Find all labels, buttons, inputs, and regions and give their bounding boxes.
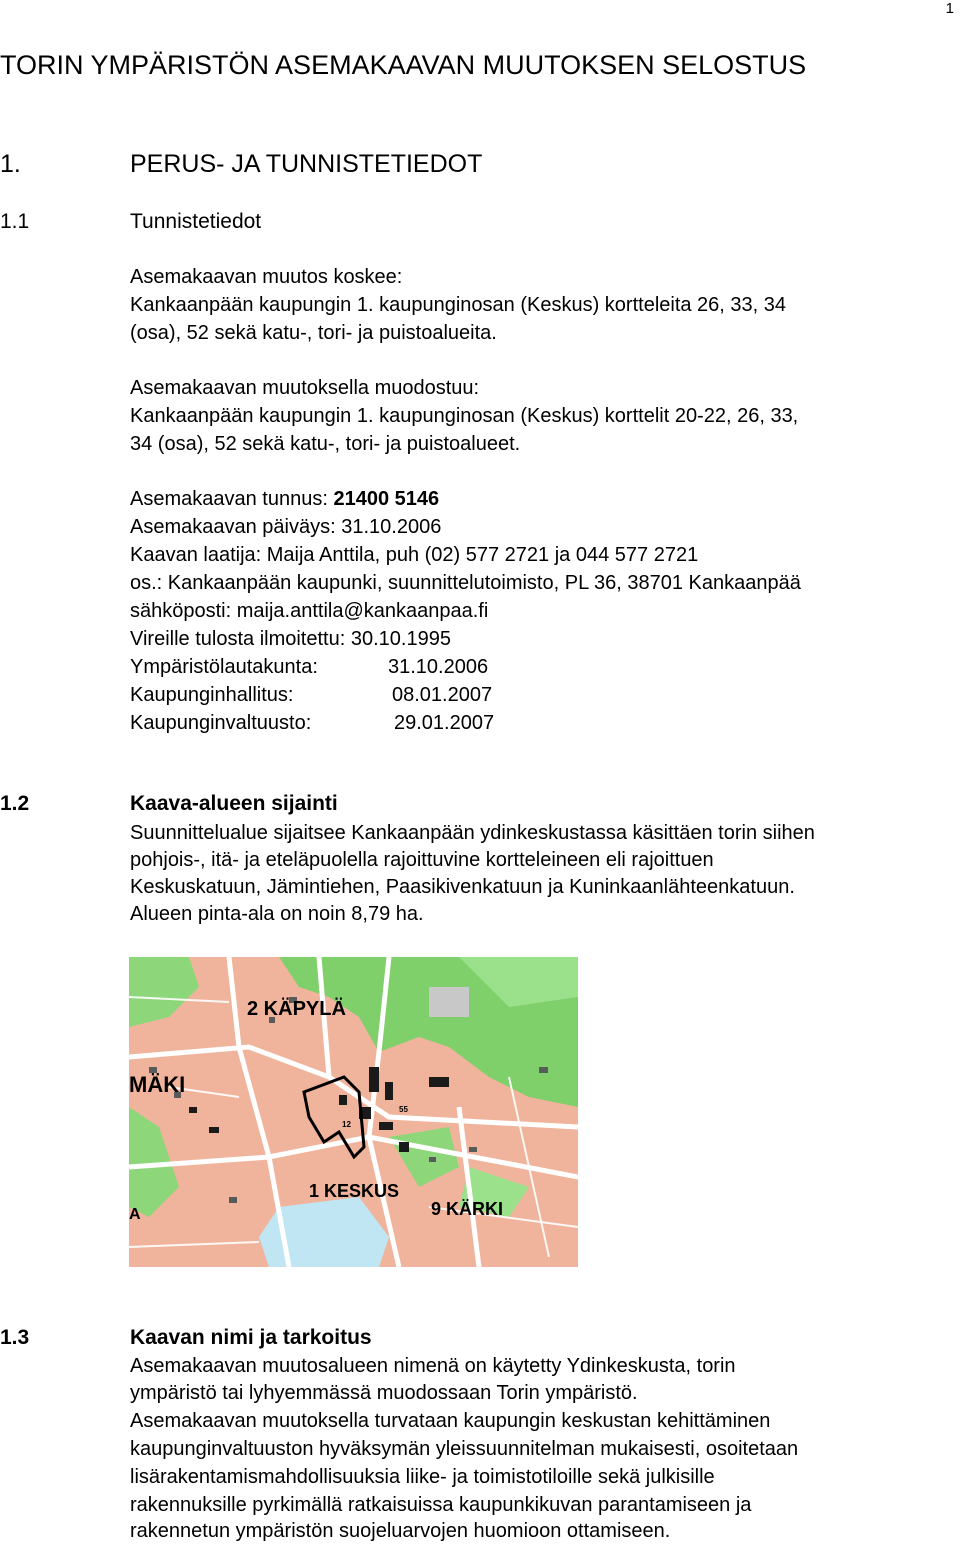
purpose-line: Asemakaavan muutosalueen nimenä on käytetty Ydinkeskusta, torin [130, 1355, 736, 1377]
purpose-line: kaupunginvaltuuston hyväksymän yleissuunnitelman mukaisesti, osoitetaan [130, 1438, 799, 1460]
concerns-line: Kankaanpään kaupungin 1. kaupunginosan (Keskus) kortteleita 26, 33, 34 [130, 294, 787, 316]
location-line: Suunnittelualue sijaitsee Kankaanpään ydinkeskustassa käsittäen torin siihen [130, 822, 815, 844]
map-label-kapyla: 2 KÄPYLÄ [247, 998, 346, 1020]
section-1-2-number: 1.2 [0, 792, 30, 815]
map-label-a: A [129, 1206, 141, 1223]
plan-date: Asemakaavan päiväys: 31.10.2006 [130, 516, 442, 538]
concerns-line: (osa), 52 sekä katu-, tori- ja puistoalueita. [130, 322, 497, 344]
map-label-maki: MÄKI [129, 1072, 186, 1097]
purpose-line: Asemakaavan muutoksella turvataan kaupungin keskustan kehittäminen [130, 1410, 771, 1432]
location-map [129, 957, 578, 1267]
plan-author: Kaavan laatija: Maija Anttila, puh (02) 577 2721 ja 044 577 2721 [130, 544, 699, 566]
map-label-keskus: 1 KESKUS [309, 1181, 400, 1201]
concerns-label: Asemakaavan muutos koskee: [130, 266, 403, 288]
approval-date: 29.01.2007 [394, 712, 495, 734]
location-line: Keskuskatuun, Jämintiehen, Paasikivenkatuun ja Kuninkaanlähteenkatuun. [130, 876, 795, 898]
forms-line: Kankaanpään kaupungin 1. kaupunginosan (Keskus) korttelit 20-22, 26, 33, [130, 405, 799, 427]
approval-label: Kaupunginhallitus: [130, 684, 294, 706]
approval-label: Ympäristölautakunta: [130, 656, 318, 678]
section-1-1-title: Tunnistetiedot [130, 210, 262, 233]
approval-date: 08.01.2007 [392, 684, 493, 706]
section-1-title: PERUS- JA TUNNISTETIEDOT [130, 150, 483, 178]
section-1-1-number: 1.1 [0, 210, 30, 233]
approval-date: 31.10.2006 [388, 656, 489, 678]
initiation-date: Vireille tulosta ilmoitettu: 30.10.1995 [130, 628, 451, 650]
purpose-line: lisärakentamismahdollisuuksia liike- ja toimistotiloille sekä julkisille [130, 1466, 715, 1488]
plan-id-line [130, 488, 439, 511]
author-email: sähköposti: maija.anttila@kankaanpaa.fi [130, 600, 489, 622]
plan-id-label: Asemakaavan tunnus: [130, 488, 334, 510]
purpose-line: ympäristö tai lyhyemmässä muodossaan Torin ympäristö. [130, 1382, 638, 1404]
document-title: TORIN YMPÄRISTÖN ASEMAKAAVAN MUUTOKSEN SELOSTUS [0, 50, 807, 80]
forms-line: 34 (osa), 52 sekä katu-, tori- ja puistoalueet. [130, 433, 521, 455]
section-1-number: 1. [0, 150, 21, 178]
map-block-number: 55 [399, 1105, 408, 1114]
purpose-line: rakennuksille pyrkimällä ratkaisuissa kaupunkikuvan parantamiseen ja [130, 1494, 752, 1516]
plan-id-value: 21400 5146 [333, 488, 440, 510]
author-address: os.: Kankaanpään kaupunki, suunnittelutoimisto, PL 36, 38701 Kankaanpää [130, 572, 801, 594]
map-label-karki: 9 KÄRKI [431, 1199, 504, 1219]
forms-label: Asemakaavan muutoksella muodostuu: [130, 377, 480, 399]
map-block-number: 12 [342, 1120, 351, 1129]
section-1-2-title: Kaava-alueen sijainti [130, 792, 338, 815]
location-line: Alueen pinta-ala on noin 8,79 ha. [130, 903, 424, 925]
section-1-3-title: Kaavan nimi ja tarkoitus [130, 1326, 372, 1349]
page-number: 1 [945, 0, 954, 17]
location-line: pohjois-, itä- ja eteläpuolella rajoittuvine kortteleineen eli rajoittuen [130, 849, 714, 871]
section-1-3-number: 1.3 [0, 1326, 30, 1349]
purpose-line: rakennetun ympäristön suojeluarvojen huomioon ottamiseen. [130, 1520, 671, 1542]
approval-label: Kaupunginvaltuusto: [130, 712, 312, 734]
